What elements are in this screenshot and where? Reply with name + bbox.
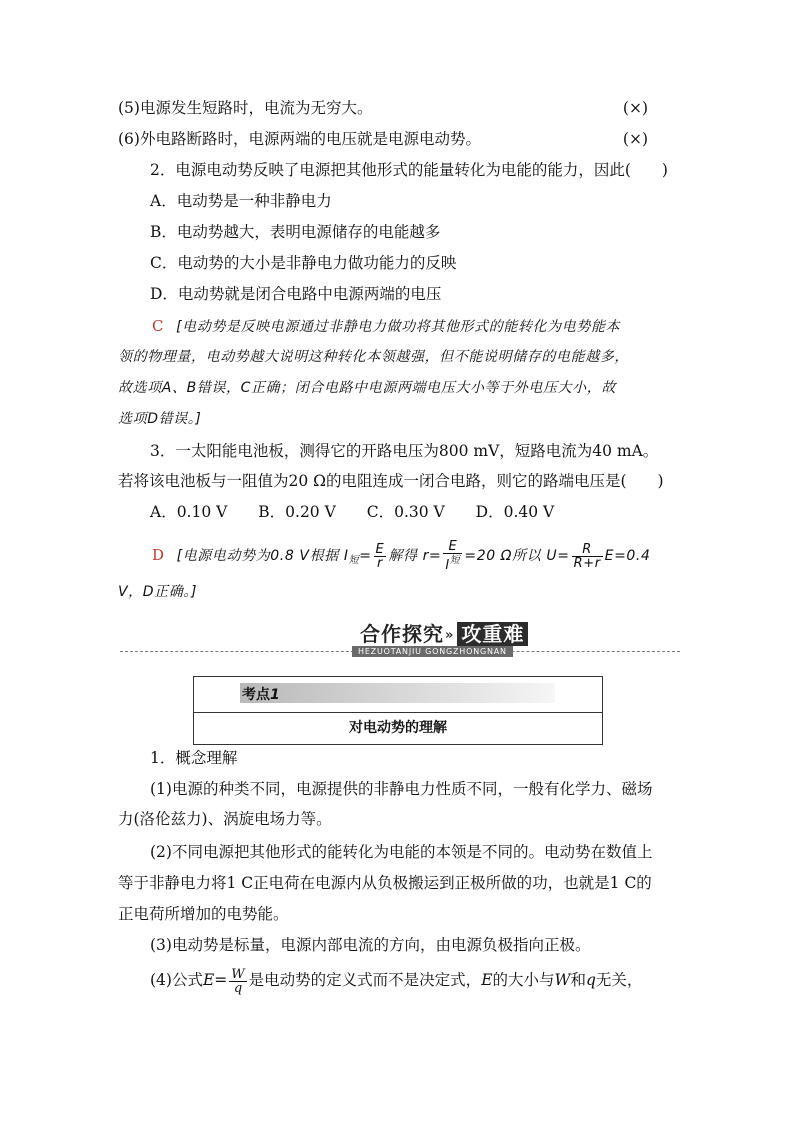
q2-stem: 2．电源电动势反映了电源把其他形式的能量转化为电能的能力，因此( ) [150, 161, 668, 179]
concept-p4-a: (4)公式 [150, 971, 203, 989]
q3-solution-end: V，D正确。] [118, 584, 198, 600]
q3-stem-1: 3．一太阳能电池板，测得它的开路电压为800 mV，短路电流为40 mA。 [150, 442, 659, 460]
q3-frac3-num: R [572, 543, 603, 557]
point-tag-word: 考点 [242, 687, 270, 703]
q3-frac2-num: E [443, 540, 462, 554]
q3-solution-line-1: D [电源电动势为0.8 V根据 $I_短=$ $\frac{E}{r}$ 解得 r= $\frac{E}{I^短}$ =20 Ω所以 U= $\frac{R}{R+r}$ E=0.4 [152, 539, 651, 573]
q3-fraction-1 [374, 543, 387, 570]
statement-6-mark: (×) [622, 130, 648, 148]
q3-sol-r: r [422, 548, 429, 564]
concept-p4-q: q [585, 971, 596, 989]
q3-option-b: B．0.20 V [258, 503, 336, 521]
q3-option-d: D．0.40 V [475, 503, 555, 521]
point-box-divider [194, 712, 602, 713]
q3-sol-b: 解得 [388, 548, 418, 564]
banner-title-b: 攻重难 [457, 622, 528, 646]
q3-fraction-3 [572, 543, 603, 570]
concept-p4-eq: = [214, 971, 228, 989]
statement-5-mark: (×) [622, 99, 648, 117]
concept-p4-e: E [202, 971, 215, 989]
concept-p4 [150, 966, 710, 995]
q2-explanation-3: 故选项A、B错误，C正确；闭合电路中电源两端电压大小等于外电压大小，故 [118, 380, 616, 396]
concept-p4-d: 和 [570, 971, 586, 989]
q3-frac2-den-wrap [443, 554, 462, 572]
statement-5 [118, 98, 678, 118]
q3-frac3-den: R+r [573, 555, 601, 571]
statement-6 [118, 129, 678, 149]
banner-title [360, 618, 528, 647]
concept-p2-b: 等于非静电力将1 C正电荷在电源内从负极搬运到正极所做的功，也就是1 C的 [118, 874, 652, 892]
q3-option-a: A．0.10 V [150, 503, 228, 521]
concept-p2-a: (2)不同电源把其他形式的能转化为电能的本领是不同的。电动势在数值上 [150, 843, 653, 861]
q3-sol-d: E=0.4 [604, 548, 651, 564]
concept-p3: (3)电动势是标量，电源内部电流的方向，由电源负极指向正极。 [150, 936, 591, 954]
q3-sol-current: I [343, 548, 349, 564]
concept-heading: 1．概念理解 [150, 749, 238, 767]
q3-sol-eq: = [359, 548, 372, 564]
concept-p4-b: 是电动势的定义式而不是决定式， [248, 971, 482, 989]
banner-title-a: 合作探究 [360, 622, 444, 646]
concept-p1-a: (1)电源的种类不同，电源提供的非静电力性质不同，一般有化学力、磁场 [150, 780, 653, 798]
concept-p4-fraction [229, 968, 246, 995]
q3-options [150, 502, 710, 522]
q3-stem-2: 若将该电池板与一阻值为20 Ω的电阻连成一闭合电路，则它的路端电压是( ) [118, 472, 664, 490]
q2-explanation-4: 选项D错误。] [118, 411, 202, 427]
q2-explanation-1: [电动势是反映电源通过非静电力做功将其他形式的能转化为电势能本 [176, 319, 621, 335]
q3-sol-sub: 短 [348, 555, 360, 566]
concept-p2-c: 正电荷所增加的电势能。 [118, 905, 289, 923]
concept-p4-den: q [233, 980, 243, 996]
statement-5-text: (5)电源发生短路时，电流为无穷大。 [118, 99, 373, 117]
q2-explanation-2: 领的物理量，电动势越大说明这种转化本领越强，但不能说明储存的电能越多， [118, 349, 629, 365]
q2-option-b: B．电动势越大，表明电源储存的电能越多 [150, 223, 441, 241]
q2-option-d: D．电动势就是闭合电路中电源两端的电压 [150, 285, 442, 303]
concept-p4-c: 的大小与 [492, 971, 555, 989]
q3-frac1-num: E [375, 541, 385, 557]
concept-p4-num: W [231, 966, 245, 982]
concept-p4-e-tail: 无关， [595, 971, 643, 989]
q3-frac2-den: I [445, 558, 450, 573]
banner-arrow-icon: » [445, 628, 455, 643]
point-box [193, 676, 603, 745]
q3-sol-c: =20 Ω所以 [464, 548, 542, 564]
q3-sol-u: U [546, 548, 558, 564]
concept-p4-e2: E [481, 971, 493, 989]
q2-option-a: A．电动势是一种非静电力 [150, 192, 332, 210]
statement-6-text: (6)外电路断路时，电源两端的电压就是电源电动势。 [118, 130, 481, 148]
q3-frac2-sup: 短 [449, 555, 461, 566]
q3-fraction-2 [443, 540, 462, 572]
q2-answer-key: C [152, 317, 165, 335]
q2-option-c: C．电动势的大小是非静电力做功能力的反映 [150, 254, 457, 272]
q3-frac1-den: r [376, 555, 383, 571]
concept-p4-w: W [554, 971, 571, 989]
point-tag-bar [240, 683, 555, 703]
q3-option-c: C．0.30 V [366, 503, 445, 521]
banner-pinyin: HEZUOTANJIU GONGZHONGNAN [352, 646, 513, 657]
q2-answer-line-1 [152, 316, 712, 337]
point-tag [242, 684, 280, 704]
q3-sol-a: [电源电动势为0.8 V根据 [176, 548, 339, 564]
concept-p1-b: 力(洛伦兹力)、涡旋电场力等。 [118, 810, 332, 828]
section-banner [120, 620, 680, 660]
point-caption: 对电动势的理解 [349, 720, 447, 736]
q3-answer-key: D [152, 546, 165, 564]
point-tag-number: 1 [270, 687, 280, 703]
